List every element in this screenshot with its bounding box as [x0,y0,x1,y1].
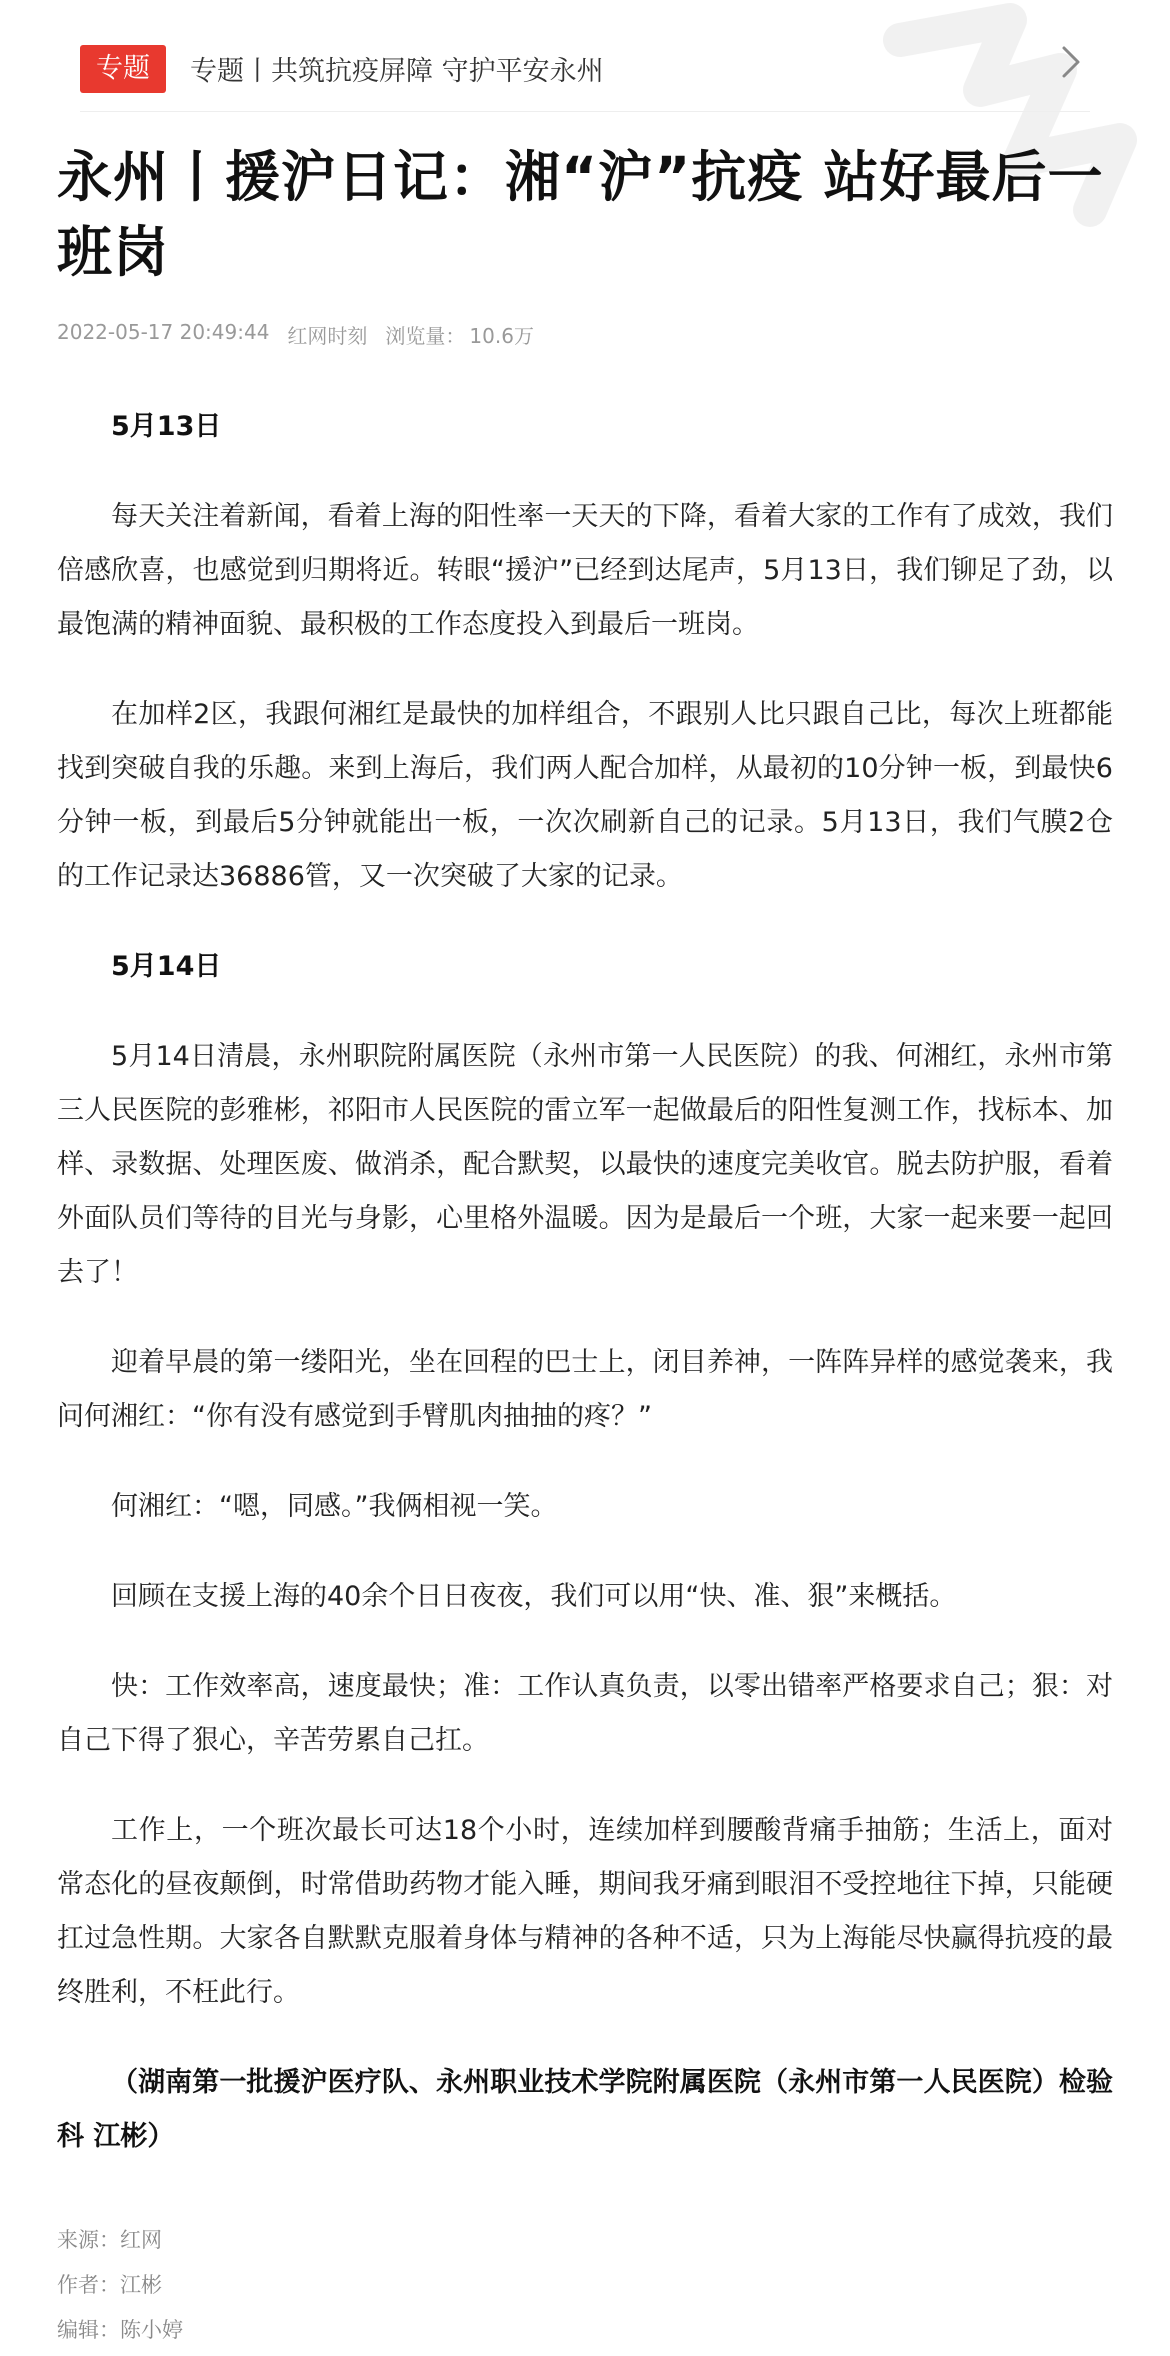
article-meta [57,320,534,349]
paragraph-2: 在加样2区，我跟何湘红是最快的加样组合，不跟别人比只跟自己比，每次上班都能找到突破自我的乐趣。来到上海后，我们两人配合加样，从最初的10分钟一板，到最快6分钟一板，到最后5分钟就能出一板，一次次刷新自己的记录。5月13日，我们气膜2仓的工作记录达36886管，又一次突破了大家的记录。 [57,699,1113,892]
paragraph-3: 5月14日清晨，永州职院附属医院（永州市第一人民医院）的我、何湘红，永州市第三人民医院的彭雅彬，祁阳市人民医院的雷立军一起做最后的阳性复测工作，找标本、加样、录数据、处理医废、做消杀，配合默契，以最快的速度完美收官。脱去防护服，看着外面队员们等待的目光与身影，心里格外温暖。因为是最后一个班，大家一起来要一起回去了！ [57,1041,1113,1288]
publisher-name: 红网时刻 [287,324,368,348]
paragraph-1: 每天关注着新闻，看着上海的阳性率一天天的下降，看着大家的工作有了成效，我们倍感欣喜，也感觉到归期将近。转眼“援沪”已经到达尾声，5月13日，我们铆足了劲，以最饱满的精神面貌、最积极的工作态度投入到最后一班岗。 [57,501,1113,640]
credit-editor: 编辑：陈小婷 [57,2318,183,2342]
article-headline: 永州丨援沪日记：湘“沪”抗疫 站好最后一班岗 [57,145,1104,284]
topic-banner[interactable] [80,34,1090,112]
paragraph-4: 迎着早晨的第一缕阳光，坐在回程的巴士上，闭目养神，一阵阵异样的感觉袭来，我问何湘红：“你有没有感觉到手臂肌肉抽抽的疼？” [57,1347,1113,1432]
credit-source: 来源：红网 [57,2228,162,2252]
article-credits [57,2218,183,2353]
credit-author: 作者：江彬 [57,2273,162,2297]
chevron-right-icon[interactable] [1050,42,1090,82]
paragraph-8: 工作上，一个班次最长可达18个小时，连续加样到腰酸背痛手抽筋；生活上，面对常态化的昼夜颠倒，时常借助药物才能入睡，期间我牙痛到眼泪不受控地往下掉，只能硬扛过急性期。大家各自默默克服着身体与精神的各种不适，只为上海能尽快赢得抗疫的最终胜利，不枉此行。 [57,1815,1113,2008]
date-heading-may14: 5月14日 [111,951,222,982]
paragraph-5: 何湘红：“嗯，同感。”我俩相视一笑。 [111,1491,558,1522]
article-body [57,400,1113,2164]
author-signature: （湖南第一批援沪医疗队、永州职业技术学院附属医院（永州市第一人民医院）检验科 江彬） [57,2067,1113,2152]
views-label: 浏览量： [385,324,466,348]
views-count: 10.6万 [469,324,534,348]
paragraph-7: 快：工作效率高，速度最快；准：工作认真负责，以零出错率严格要求自己；狠：对自己下得了狠心，辛苦劳累自己扛。 [57,1671,1113,1756]
topic-title[interactable]: 专题丨共筑抗疫屏障 守护平安永州 [190,56,604,87]
topic-badge: 专题 [80,45,166,93]
publish-datetime: 2022-05-17 20:49:44 [57,320,270,344]
paragraph-6: 回顾在支援上海的40余个日日夜夜，我们可以用“快、准、狠”来概括。 [111,1581,957,1612]
date-heading-may13: 5月13日 [111,411,222,442]
